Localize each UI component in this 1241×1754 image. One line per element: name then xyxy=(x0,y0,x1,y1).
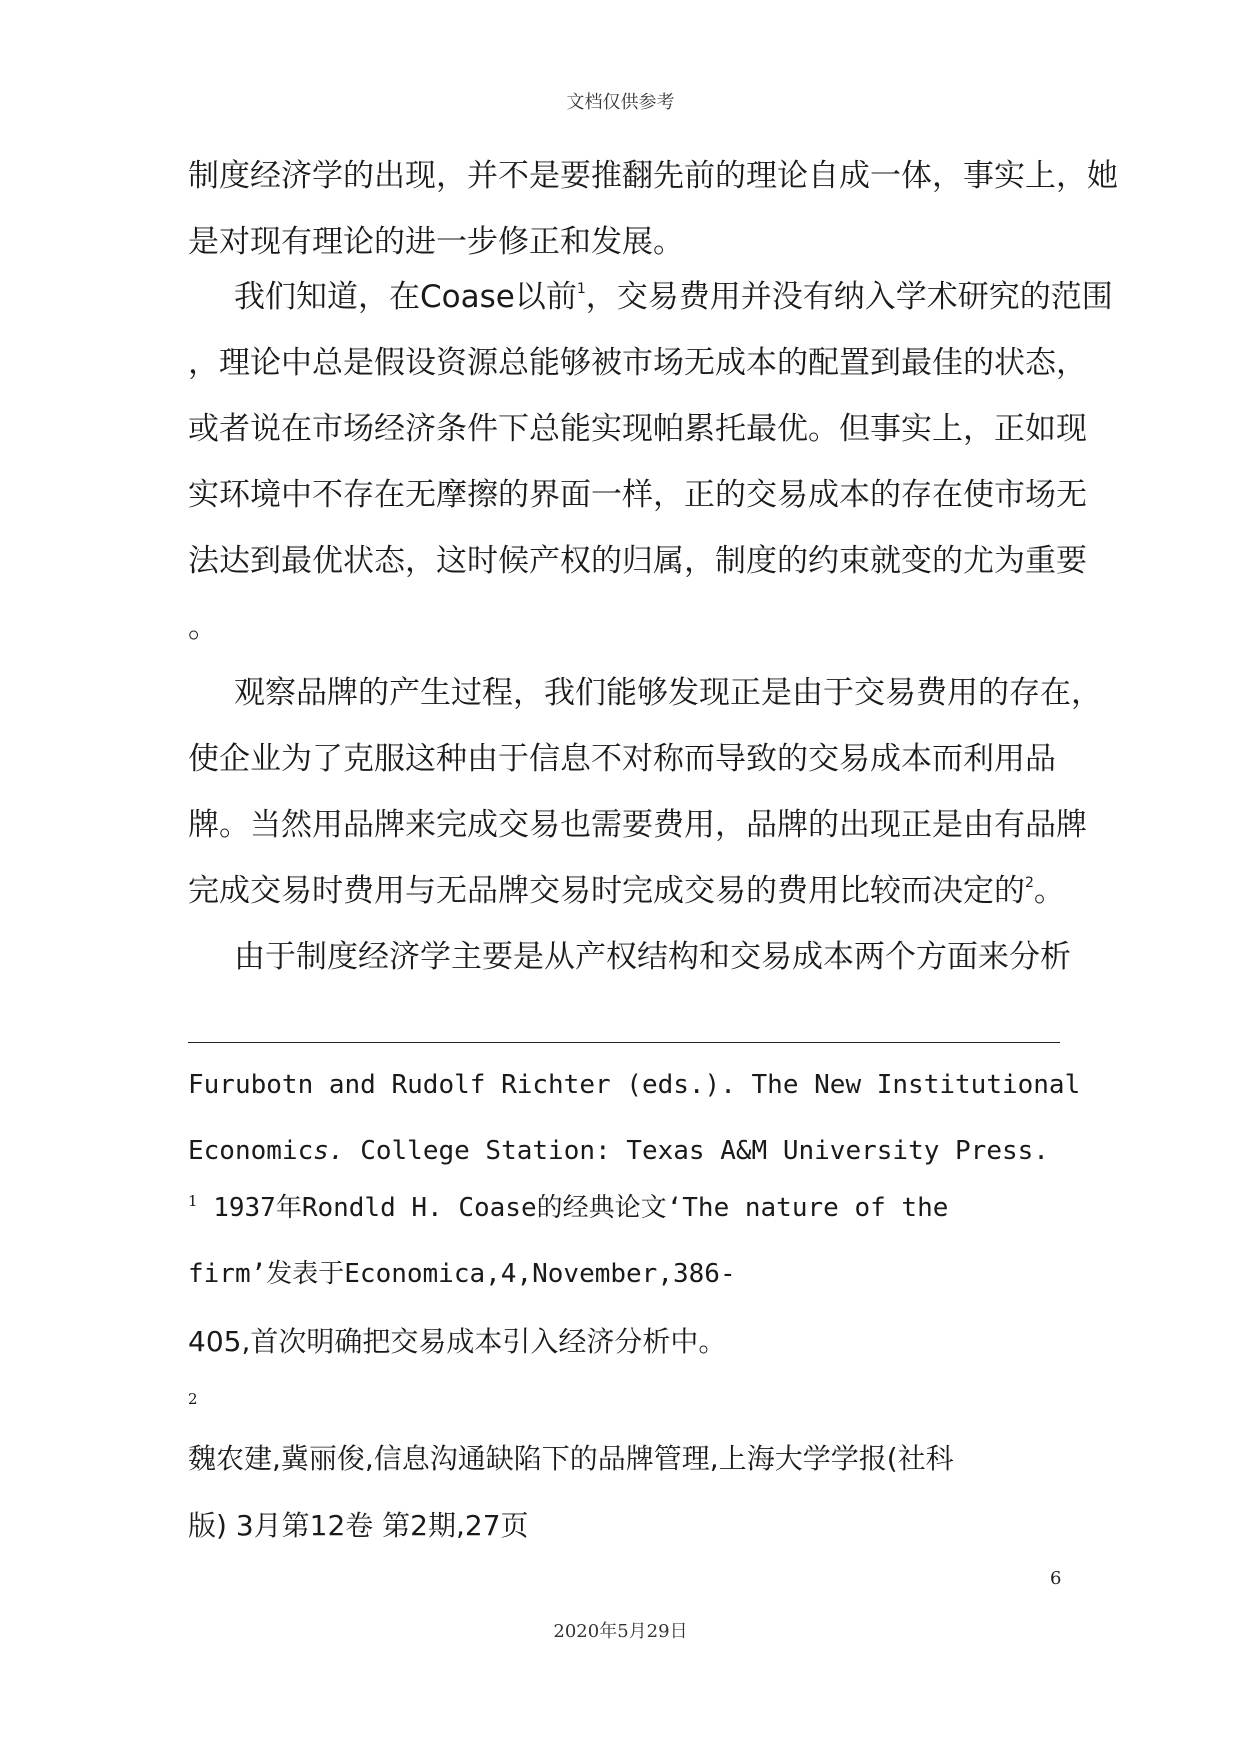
text-segment: ，交易费用并没有纳入学术研究的范围 xyxy=(585,279,1113,315)
text-segment: 我们知道，在Coase以前 xyxy=(234,279,577,315)
text-line xyxy=(188,264,1113,330)
text-line: 牌。当然用品牌来完成交易也需要费用，品牌的出现正是由有品牌 xyxy=(188,807,1087,843)
text-line: 。 xyxy=(188,609,219,645)
text-line: 实环境中不存在无摩擦的界面一样，正的交易成本的存在使市场无 xyxy=(188,477,1087,513)
text-segment: 完成交易时费用与无品牌交易时完成交易的费用比较而决定的 xyxy=(188,873,1025,909)
text-line: 或者说在市场经济条件下总能实现帕累托最优。但事实上，正如现 xyxy=(188,411,1087,447)
text-line: ，理论中总是假设资源总能够被市场无成本的配置到最佳的状态， xyxy=(188,345,1087,381)
text-line: 制度经济学的出现，并不是要推翻先前的理论自成一体，事实上，她 xyxy=(188,158,1118,194)
paragraph-2 xyxy=(188,264,1113,660)
footnote-ref-2[interactable]: 2 xyxy=(1025,875,1034,891)
text-segment: College Station: Texas A&M University Press. xyxy=(344,1136,1049,1166)
footnote-2-line: 魏农建,冀丽俊,信息沟通缺陷下的品牌管理,上海大学学报(社科 xyxy=(188,1442,954,1475)
reference-line: Furubotn and Rudolf Richter (eds.). The New Institutional xyxy=(188,1070,1081,1100)
reference-line xyxy=(188,1136,1068,1166)
footnote-2-line: 版) 3月第12卷 第2期,27页 xyxy=(188,1509,529,1542)
page-header: 文档仅供参考 xyxy=(566,92,675,113)
text-line: 观察品牌的产生过程，我们能够发现正是由于交易费用的存在， xyxy=(234,675,1102,711)
footnote-1-mark: 1 xyxy=(188,1192,198,1210)
text-segment: Economic xyxy=(188,1136,314,1166)
text-line: 法达到最优状态，这时候产权的归属，制度的约束就变的尤为重要 xyxy=(188,543,1087,579)
footnote-1-line: 405,首次明确把交易成本引入经济分析中。 xyxy=(188,1325,727,1358)
footnote-1 xyxy=(188,1187,1068,1224)
footnote-1-text: 1937年Rondld H. Coase的经典论文‘The nature of the xyxy=(197,1193,949,1223)
text-segment: s. xyxy=(313,1136,345,1166)
page-footer-date: 2020年5月29日 xyxy=(553,1621,688,1642)
page-number: 6 xyxy=(1050,1568,1062,1589)
footnote-2-mark: 2 xyxy=(188,1390,198,1408)
text-line: 由于制度经济学主要是从产权结构和交易成本两个方面来分析 xyxy=(234,939,1071,975)
text-line: 使企业为了克服这种由于信息不对称而导致的交易成本而利用品 xyxy=(188,741,1056,777)
footnote-separator xyxy=(188,1042,1060,1043)
footnote-ref-1[interactable]: 1 xyxy=(576,281,586,297)
paragraph-1 xyxy=(188,143,1118,275)
footnote-1-line: firm’发表于Economica,4,November,386- xyxy=(188,1259,736,1289)
paragraph-4 xyxy=(188,924,1071,990)
paragraph-3 xyxy=(188,660,1102,924)
text-line: 是对现有理论的进一步修正和发展。 xyxy=(188,224,684,260)
text-segment: 。 xyxy=(1033,873,1065,909)
text-line xyxy=(188,858,1065,924)
